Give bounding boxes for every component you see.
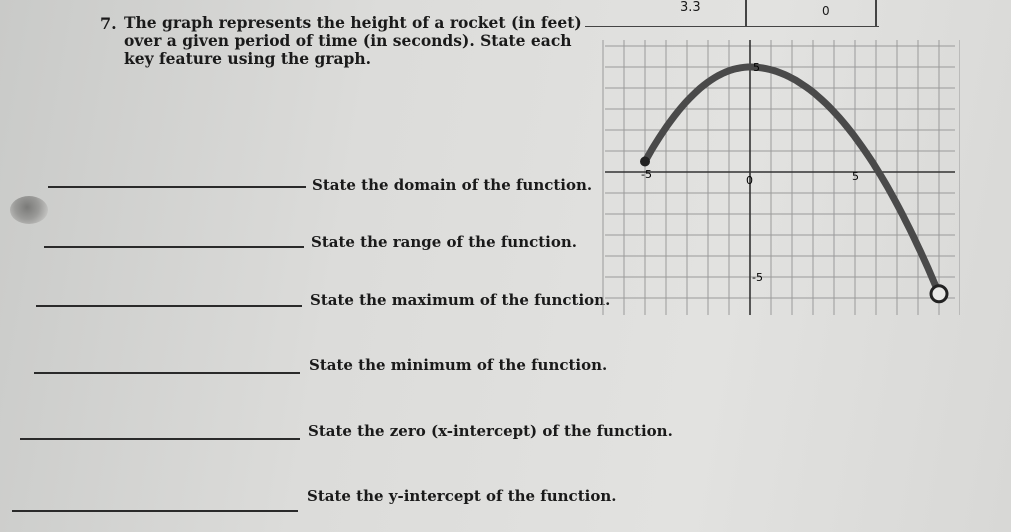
table-divider bbox=[875, 0, 877, 26]
answer-line-range[interactable] bbox=[44, 246, 304, 248]
table-cell-value: 3.3 bbox=[680, 0, 701, 15]
x-tick-label-right: 5 bbox=[852, 170, 859, 183]
hole-punch bbox=[10, 196, 48, 224]
prompt-range: State the range of the function. bbox=[311, 233, 577, 251]
answer-line-minimum[interactable] bbox=[34, 372, 300, 374]
answer-line-zero[interactable] bbox=[20, 438, 300, 440]
table-divider bbox=[745, 0, 747, 26]
rocket-height-graph bbox=[600, 30, 960, 320]
start-point bbox=[640, 157, 650, 167]
prompt-minimum: State the minimum of the function. bbox=[309, 356, 608, 374]
answer-line-maximum[interactable] bbox=[36, 305, 302, 307]
prompt-domain: State the domain of the function. bbox=[312, 176, 593, 194]
prompt-y-intercept: State the y-intercept of the function. bbox=[307, 487, 617, 505]
graph-grid bbox=[603, 40, 960, 315]
header-table bbox=[585, 0, 879, 27]
prompt-zero: State the zero (x-intercept) of the function. bbox=[308, 422, 673, 440]
answer-line-y-intercept[interactable] bbox=[12, 510, 298, 512]
question-text: The graph represents the height of a rocket (in feet) over a given period of time (in seconds). State each key feature using the graph. bbox=[124, 13, 582, 68]
answer-line-domain[interactable] bbox=[48, 186, 306, 188]
end-point bbox=[931, 286, 947, 302]
x-tick-label-left: -5 bbox=[641, 168, 652, 181]
table-cell-value: 0 bbox=[822, 4, 830, 18]
prompt-maximum: State the maximum of the function. bbox=[310, 291, 611, 309]
question-number: 7. bbox=[100, 14, 117, 33]
y-tick-label-top: 5 bbox=[753, 61, 760, 74]
graph-axes bbox=[605, 40, 955, 315]
x-tick-label-origin: 0 bbox=[746, 174, 753, 187]
y-tick-label-bottom: -5 bbox=[752, 271, 763, 284]
